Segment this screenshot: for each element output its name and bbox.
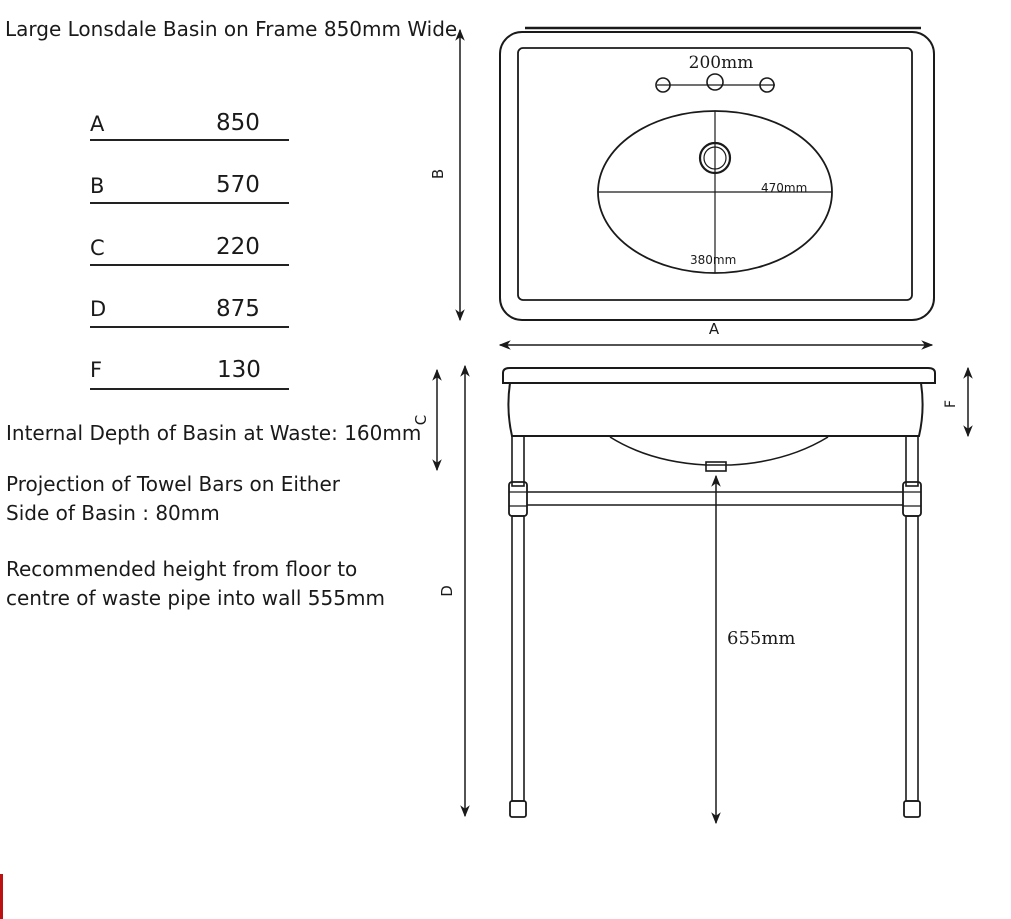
waste-height-label: 655mm [727, 628, 796, 649]
frame-leg-left [509, 436, 527, 817]
row-value: 570 [216, 172, 260, 198]
towel-bars-note-line2: Side of Basin : 80mm [6, 501, 220, 525]
waste-height-note-line1: Recommended height from floor to [6, 557, 358, 581]
basin-front-view [503, 368, 935, 817]
row-key: D [90, 297, 107, 321]
tap-hole [707, 74, 723, 90]
dimension-c-label: C [412, 414, 430, 426]
dimension-b-label: B [429, 168, 447, 180]
dimension-f-label: F [943, 399, 959, 409]
row-value: 130 [217, 357, 261, 383]
waste-height-note-line2: centre of waste pipe into wall 555mm [6, 586, 385, 610]
bowl-depth-label: 380mm [690, 253, 737, 267]
dimension-d-label: D [438, 585, 456, 597]
frame-leg-right [903, 436, 921, 817]
row-key: F [90, 358, 103, 382]
towel-bars-note-line1: Projection of Towel Bars on Either [6, 472, 341, 496]
internal-depth-note: Internal Depth of Basin at Waste: 160mm [6, 421, 422, 445]
diagram-title: Large Lonsdale Basin on Frame 850mm Wide [5, 17, 458, 41]
bowl-width-label: 470mm [761, 181, 808, 195]
dimension-a-label: A [708, 320, 720, 338]
row-key: C [90, 236, 105, 260]
tap-spacing-label: 200mm [688, 53, 754, 73]
row-value: 220 [216, 234, 260, 260]
row-value: 875 [216, 296, 260, 322]
row-key: B [90, 174, 105, 198]
row-key: A [90, 112, 105, 136]
row-value: 850 [216, 110, 260, 136]
